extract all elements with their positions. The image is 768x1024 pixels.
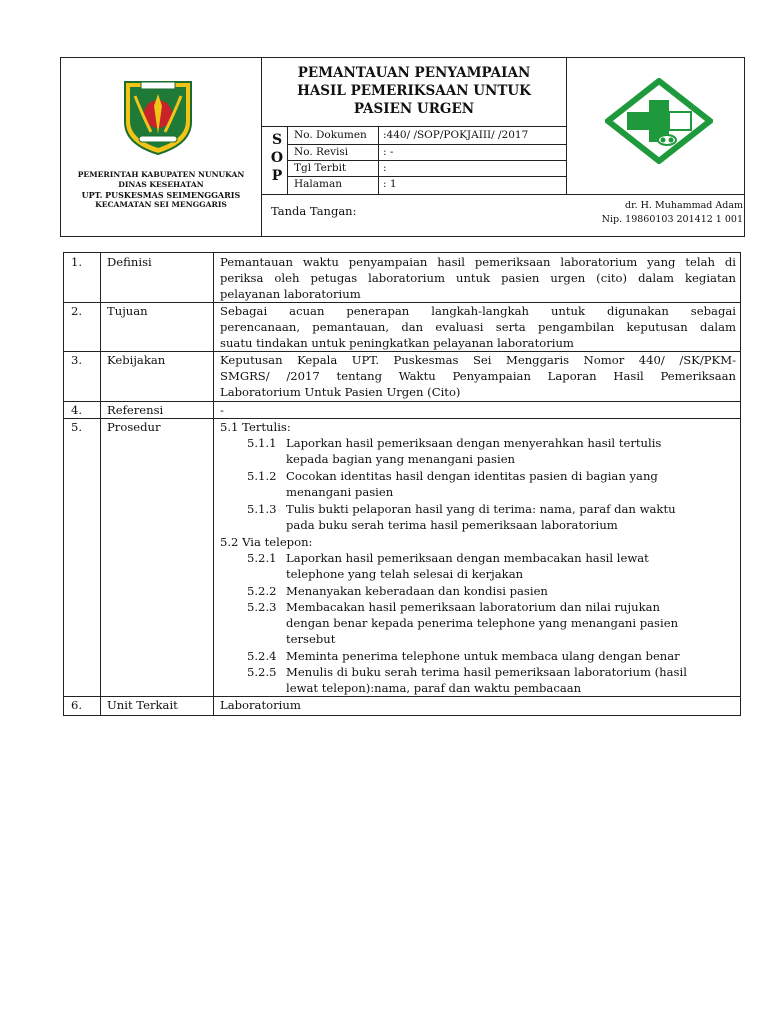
step-text: lewat telepon):nama, paraf dan waktu pembacaan bbox=[286, 681, 582, 695]
signer-name: dr. H. Muhammad Adam bbox=[625, 200, 743, 211]
org-line: DINAS KESEHATAN bbox=[118, 180, 204, 189]
row-text-line: Sebagai acuan penerapan langkah-langkah untuk digunakan sebagai bbox=[220, 304, 736, 318]
row-text-line: periksa oleh petugas laboratorium untuk pasien urgen (cito) dalam kegiatan bbox=[220, 271, 736, 285]
meta-label-revision: No. Revisi bbox=[294, 146, 349, 158]
row-number: 4. bbox=[71, 403, 83, 417]
row-number: 5. bbox=[71, 420, 83, 434]
title-line: HASIL PEMERIKSAAN UNTUK bbox=[297, 83, 531, 99]
meta-label-doc-no: No. Dokumen bbox=[294, 129, 367, 141]
step-number: 5.2.1 bbox=[247, 551, 277, 565]
kabupaten-crest-logo bbox=[121, 76, 195, 156]
step-number: 5.1.3 bbox=[247, 502, 277, 516]
row-text-line: Keputusan Kepala UPT. Puskesmas Sei Menggaris Nomor 440/ /SK/PKM- bbox=[220, 353, 736, 367]
step-text: Cocokan identitas hasil dengan identitas pasien di bagian yang bbox=[286, 469, 658, 483]
row-label-kebijakan: Kebijakan bbox=[107, 353, 166, 367]
org-line: UPT. PUSKESMAS SEIMENGGARIS bbox=[81, 190, 241, 200]
step-number: 5.1.2 bbox=[247, 469, 277, 483]
row-label-definisi: Definisi bbox=[107, 255, 152, 269]
meta-value-page: : 1 bbox=[383, 178, 397, 190]
step-text: Laporkan hasil pemeriksaan dengan menyerahkan hasil tertulis bbox=[286, 436, 662, 450]
row-label-referensi: Referensi bbox=[107, 403, 164, 417]
row-number: 3. bbox=[71, 353, 83, 367]
row-text-line: Laboratorium bbox=[220, 698, 301, 712]
meta-label-page: Halaman bbox=[294, 178, 343, 190]
row-label-unit-terkait: Unit Terkait bbox=[107, 698, 178, 712]
meta-label-issue-date: Tgl Terbit bbox=[294, 162, 347, 174]
organization-name bbox=[61, 170, 261, 210]
step-text: Tulis bukti pelaporan hasil yang di terima: nama, paraf dan waktu bbox=[286, 502, 676, 516]
sop-letter: S bbox=[271, 132, 283, 148]
org-line: PEMERINTAH KABUPATEN NUNUKAN bbox=[77, 170, 245, 179]
sop-content-table bbox=[63, 252, 741, 716]
row-text-line: perencanaan, pemantauan, dan evaluasi serta pengambilan keputusan dalam bbox=[220, 320, 736, 334]
step-text: Membacakan hasil pemeriksaan laboratorium dan nilai rujukan bbox=[286, 600, 660, 614]
step-number: 5.1.1 bbox=[247, 436, 277, 450]
row-number: 1. bbox=[71, 255, 83, 269]
org-line: KECAMATAN SEI MENGGARIS bbox=[95, 200, 227, 209]
sop-letter: O bbox=[270, 150, 284, 166]
step-text: Meminta penerima telephone untuk membaca ulang dengan benar bbox=[286, 649, 680, 663]
step-number: 5.2.4 bbox=[247, 649, 277, 663]
step-number: 5.2.5 bbox=[247, 665, 277, 679]
step-text: dengan benar kepada penerima telephone yang menangani pasien bbox=[286, 616, 679, 630]
sop-header-table bbox=[60, 57, 745, 237]
step-text: tersebut bbox=[286, 632, 336, 646]
document-title bbox=[261, 64, 567, 118]
step-text: pada buku serah terima hasil pemeriksaan laboratorium bbox=[286, 518, 618, 532]
row-text-line: Laboratorium Untuk Pasien Urgen (Cito) bbox=[220, 385, 461, 399]
title-line: PASIEN URGEN bbox=[353, 101, 475, 117]
meta-value-doc-no: :440/ /SOP/POKJAIII/ /2017 bbox=[383, 129, 529, 141]
row-text-line: - bbox=[220, 403, 224, 417]
step-text: Menulis di buku serah terima hasil pemeriksaan laboratorium (hasil bbox=[286, 665, 687, 679]
section-heading: 5.2 Via telepon: bbox=[220, 535, 313, 549]
row-text-line: suatu tindakan untuk peningkatkan pelayanan laboratorium bbox=[220, 336, 574, 350]
row-number: 6. bbox=[71, 698, 83, 712]
title-line: PEMANTAUAN PENYAMPAIAN bbox=[297, 65, 531, 81]
row-label-prosedur: Prosedur bbox=[107, 420, 161, 434]
step-text: Menanyakan keberadaan dan kondisi pasien bbox=[286, 584, 548, 598]
row-text-line: Pemantauan waktu penyampaian hasil pemeriksaan laboratorium yang telah di bbox=[220, 255, 736, 269]
step-number: 5.2.3 bbox=[247, 600, 277, 614]
row-text-line: pelayanan laboratorium bbox=[220, 287, 361, 301]
row-label-tujuan: Tujuan bbox=[107, 304, 148, 318]
meta-value-revision: : - bbox=[383, 146, 394, 158]
step-text: menangani pasien bbox=[286, 485, 394, 499]
row-text-line: SMGRS/ /2017 tentang Waktu Penyampaian Laporan Hasil Pemeriksaan bbox=[220, 369, 736, 383]
section-heading: 5.1 Tertulis: bbox=[220, 420, 291, 434]
step-text: telephone yang telah selesai di kerjakan bbox=[286, 567, 524, 581]
meta-value-issue-date: : bbox=[383, 162, 387, 174]
step-number: 5.2.2 bbox=[247, 584, 277, 598]
row-number: 2. bbox=[71, 304, 83, 318]
puskesmas-logo bbox=[605, 78, 713, 164]
signature-label: Tanda Tangan: bbox=[271, 204, 357, 218]
step-text: kepada bagian yang menangani pasien bbox=[286, 452, 516, 466]
signer-nip: Nip. 19860103 201412 1 001 bbox=[601, 214, 743, 225]
sop-letter: P bbox=[271, 168, 283, 184]
step-text: Laporkan hasil pemeriksaan dengan membacakan hasil lewat bbox=[286, 551, 649, 565]
